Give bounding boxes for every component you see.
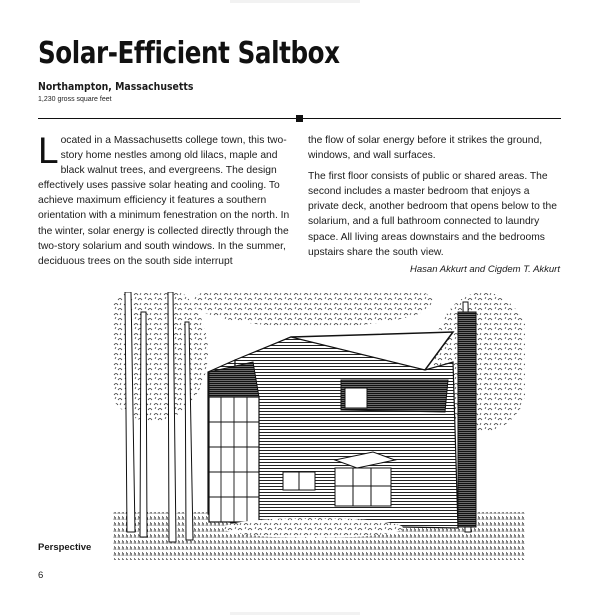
square-footage: 1,230 gross square feet bbox=[38, 96, 112, 103]
divider-square-marker bbox=[296, 115, 303, 122]
house-perspective-drawing bbox=[113, 292, 525, 560]
deck-window bbox=[345, 388, 367, 408]
designer-credit: Hasan Akkurt and Cigdem T. Akkurt bbox=[410, 264, 560, 275]
page-number: 6 bbox=[38, 570, 44, 581]
location-subtitle: Northampton, Massachusetts bbox=[38, 80, 194, 93]
text-column-right bbox=[308, 133, 562, 260]
solarium bbox=[209, 362, 259, 522]
chimney bbox=[458, 312, 476, 527]
paragraph-1 bbox=[38, 130, 294, 269]
page-title: Solar-Efficient Saltbox bbox=[38, 36, 340, 71]
bay-window bbox=[335, 452, 395, 506]
paragraph-1-continued: the flow of solar energy before it strikes the ground, windows, and wall surfaces. bbox=[308, 135, 543, 162]
figure-caption: Perspective bbox=[38, 542, 92, 553]
paragraph-1-text: ocated in a Massachusetts college town, this two-story home nestles among old lilacs, maple and black walnut trees, and evergreens. The design effectively uses passive solar heating and cooling. To achieve maximum efficiency it features a southern orientation with a minimum fenestration on the north. In the winter, solar energy is collected directly through the two-story solarium and south windows. In the summer, deciduous trees on the south side interrupt bbox=[38, 135, 290, 267]
paragraph-2: The first floor consists of public or shared areas. The second includes a master bedroom that enjoys a private deck, another bedroom that opens below to the solarium, and a full bathroom connected to laundry space. All living areas downstairs and the bedrooms upstairs share the south view. bbox=[308, 171, 558, 258]
foreground-shrubs bbox=[223, 518, 403, 538]
drop-cap: L bbox=[38, 130, 59, 171]
text-column-left bbox=[38, 130, 294, 269]
top-crop-mark bbox=[230, 0, 360, 3]
